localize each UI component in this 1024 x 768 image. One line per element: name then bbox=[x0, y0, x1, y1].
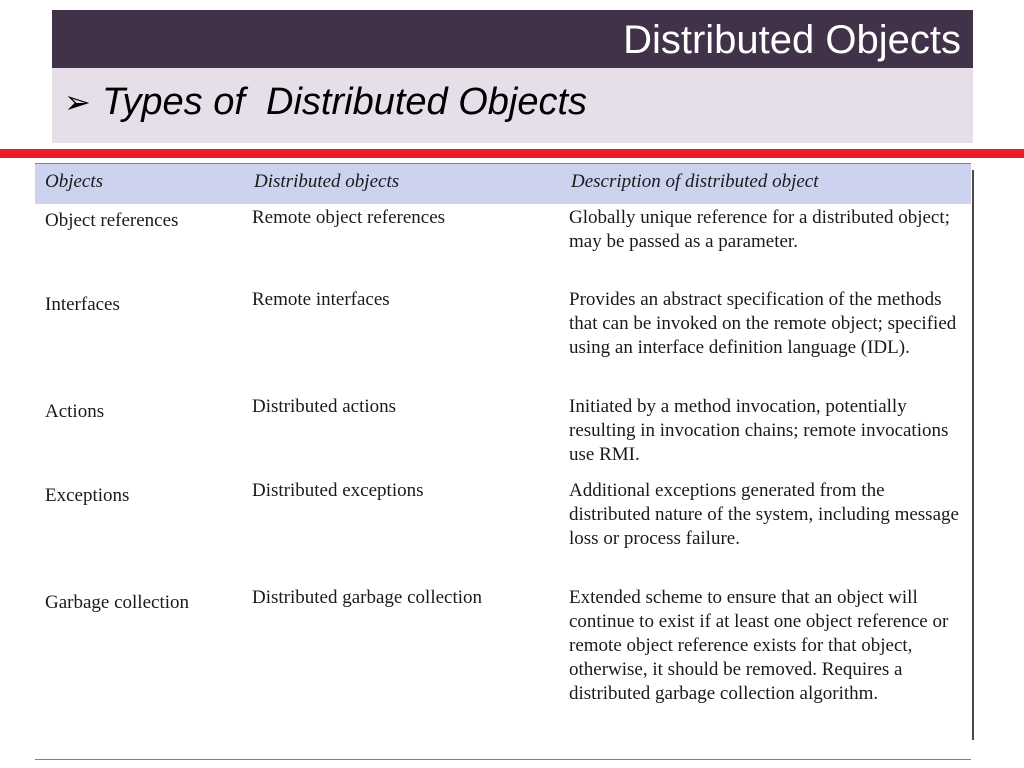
cell-object: Garbage collection bbox=[45, 592, 190, 613]
cell-description: Provides an abstract specification of the methods that can be invoked on the remote object; specified using an interface definition language (IDL). bbox=[569, 289, 957, 358]
cell-object: Object references bbox=[45, 210, 179, 231]
cell-description: Additional exceptions generated from the distributed nature of the system, including message loss or process failure. bbox=[569, 480, 959, 549]
distributed-objects-table bbox=[35, 163, 971, 760]
cell-distributed-object: Distributed garbage collection bbox=[252, 587, 483, 608]
cell-object: Exceptions bbox=[45, 485, 130, 506]
column-header-description: Description of distributed object bbox=[571, 171, 819, 192]
table-row bbox=[35, 288, 971, 395]
table-row bbox=[35, 586, 971, 761]
table-row bbox=[35, 204, 971, 288]
table-bottom-border bbox=[35, 759, 971, 760]
cell-distributed-object: Distributed exceptions bbox=[252, 480, 424, 501]
slide-title: Distributed Objects bbox=[623, 18, 961, 62]
cell-description: Extended scheme to ensure that an object will continue to exist if at least one object reference or remote object reference exists for that object, otherwise, it should be removed. Requires a distributed garbage collection algorithm. bbox=[569, 587, 949, 704]
cell-distributed-object: Remote object references bbox=[252, 207, 446, 228]
table-header-row bbox=[35, 164, 971, 204]
subtitle-bar bbox=[52, 68, 973, 143]
table-row bbox=[35, 395, 971, 479]
cell-description: Globally unique reference for a distributed object; may be passed as a parameter. bbox=[569, 207, 950, 252]
slide-subtitle: Types of Distributed Objects bbox=[102, 81, 588, 123]
table-body bbox=[35, 204, 971, 761]
red-divider-line bbox=[0, 149, 1024, 158]
cell-distributed-object: Distributed actions bbox=[252, 396, 397, 417]
table-right-border bbox=[972, 170, 974, 740]
table-row bbox=[35, 479, 971, 586]
cell-object: Actions bbox=[45, 401, 105, 422]
cell-object: Interfaces bbox=[45, 294, 120, 315]
cell-distributed-object: Remote interfaces bbox=[252, 289, 390, 310]
column-header-objects: Objects bbox=[45, 171, 104, 192]
cell-description: Initiated by a method invocation, potentially resulting in invocation chains; remote invocations use RMI. bbox=[569, 396, 949, 465]
title-bar bbox=[52, 10, 973, 68]
column-header-distributed-objects: Distributed objects bbox=[254, 171, 400, 192]
arrow-bullet-icon: ➢ bbox=[64, 83, 91, 121]
